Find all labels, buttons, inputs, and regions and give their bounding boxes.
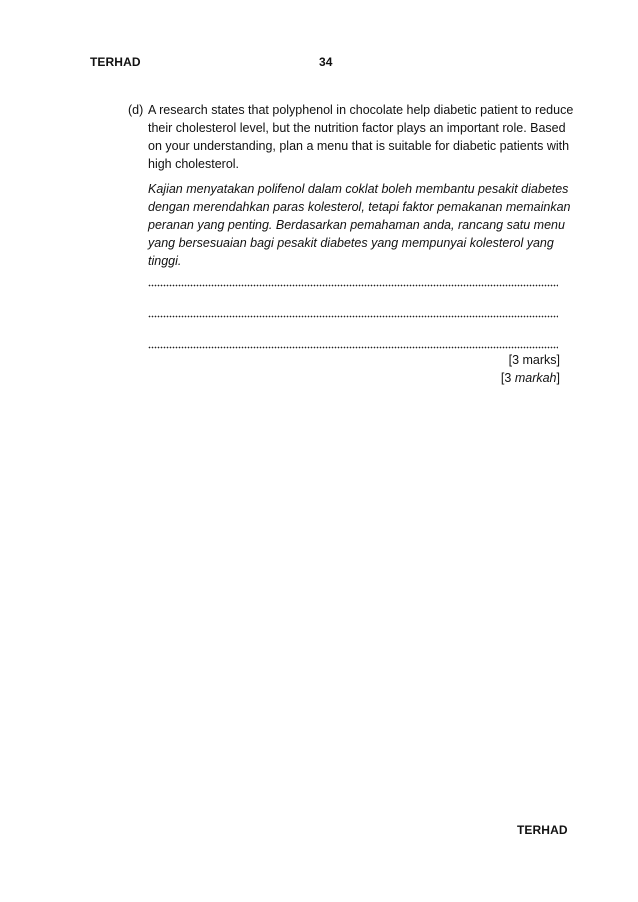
- question-malay-line: peranan yang penting. Berdasarkan pemahaman anda, rancang satu menu: [148, 218, 565, 232]
- marks-bracket-open: [: [508, 353, 513, 367]
- question-malay-line: Kajian menyatakan polifenol dalam coklat boleh membantu pesakit diabetes: [148, 182, 569, 196]
- question-text-english: [148, 101, 574, 173]
- question-english-line: high cholesterol.: [148, 157, 240, 171]
- question-text-malay: [148, 180, 571, 270]
- marks-value: 3 marks: [512, 353, 557, 367]
- answer-line[interactable]: [148, 315, 558, 318]
- footer-classification: TERHAD: [517, 823, 568, 837]
- answer-line[interactable]: [148, 346, 558, 349]
- question-malay-line: tinggi.: [148, 254, 182, 268]
- header-classification: TERHAD: [90, 55, 141, 69]
- question-english-line: A research states that polyphenol in chocolate help diabetic patient to reduce: [148, 103, 574, 117]
- marks-malay-word: markah: [514, 371, 557, 385]
- question-malay-line: dengan merendahkan paras kolesterol, tetapi faktor pemakanan memainkan: [148, 200, 571, 214]
- question-english-line: on your understanding, plan a menu that is suitable for diabetic patients with: [148, 139, 570, 153]
- marks-english: [509, 351, 560, 369]
- marks-malay-suffix: ]: [556, 371, 560, 385]
- question-english-line: their cholesterol level, but the nutrition factor plays an important role. Based: [148, 121, 566, 135]
- answer-line[interactable]: [148, 284, 558, 287]
- question-malay-line: yang bersesuaian bagi pesakit diabetes yang mempunyai kolesterol yang: [148, 236, 554, 250]
- page-number: 34: [319, 55, 333, 69]
- question-label: (d): [128, 103, 144, 117]
- marks-malay: [501, 369, 560, 387]
- marks-bracket-close: ]: [556, 353, 560, 367]
- marks-malay-prefix: [3: [500, 371, 515, 385]
